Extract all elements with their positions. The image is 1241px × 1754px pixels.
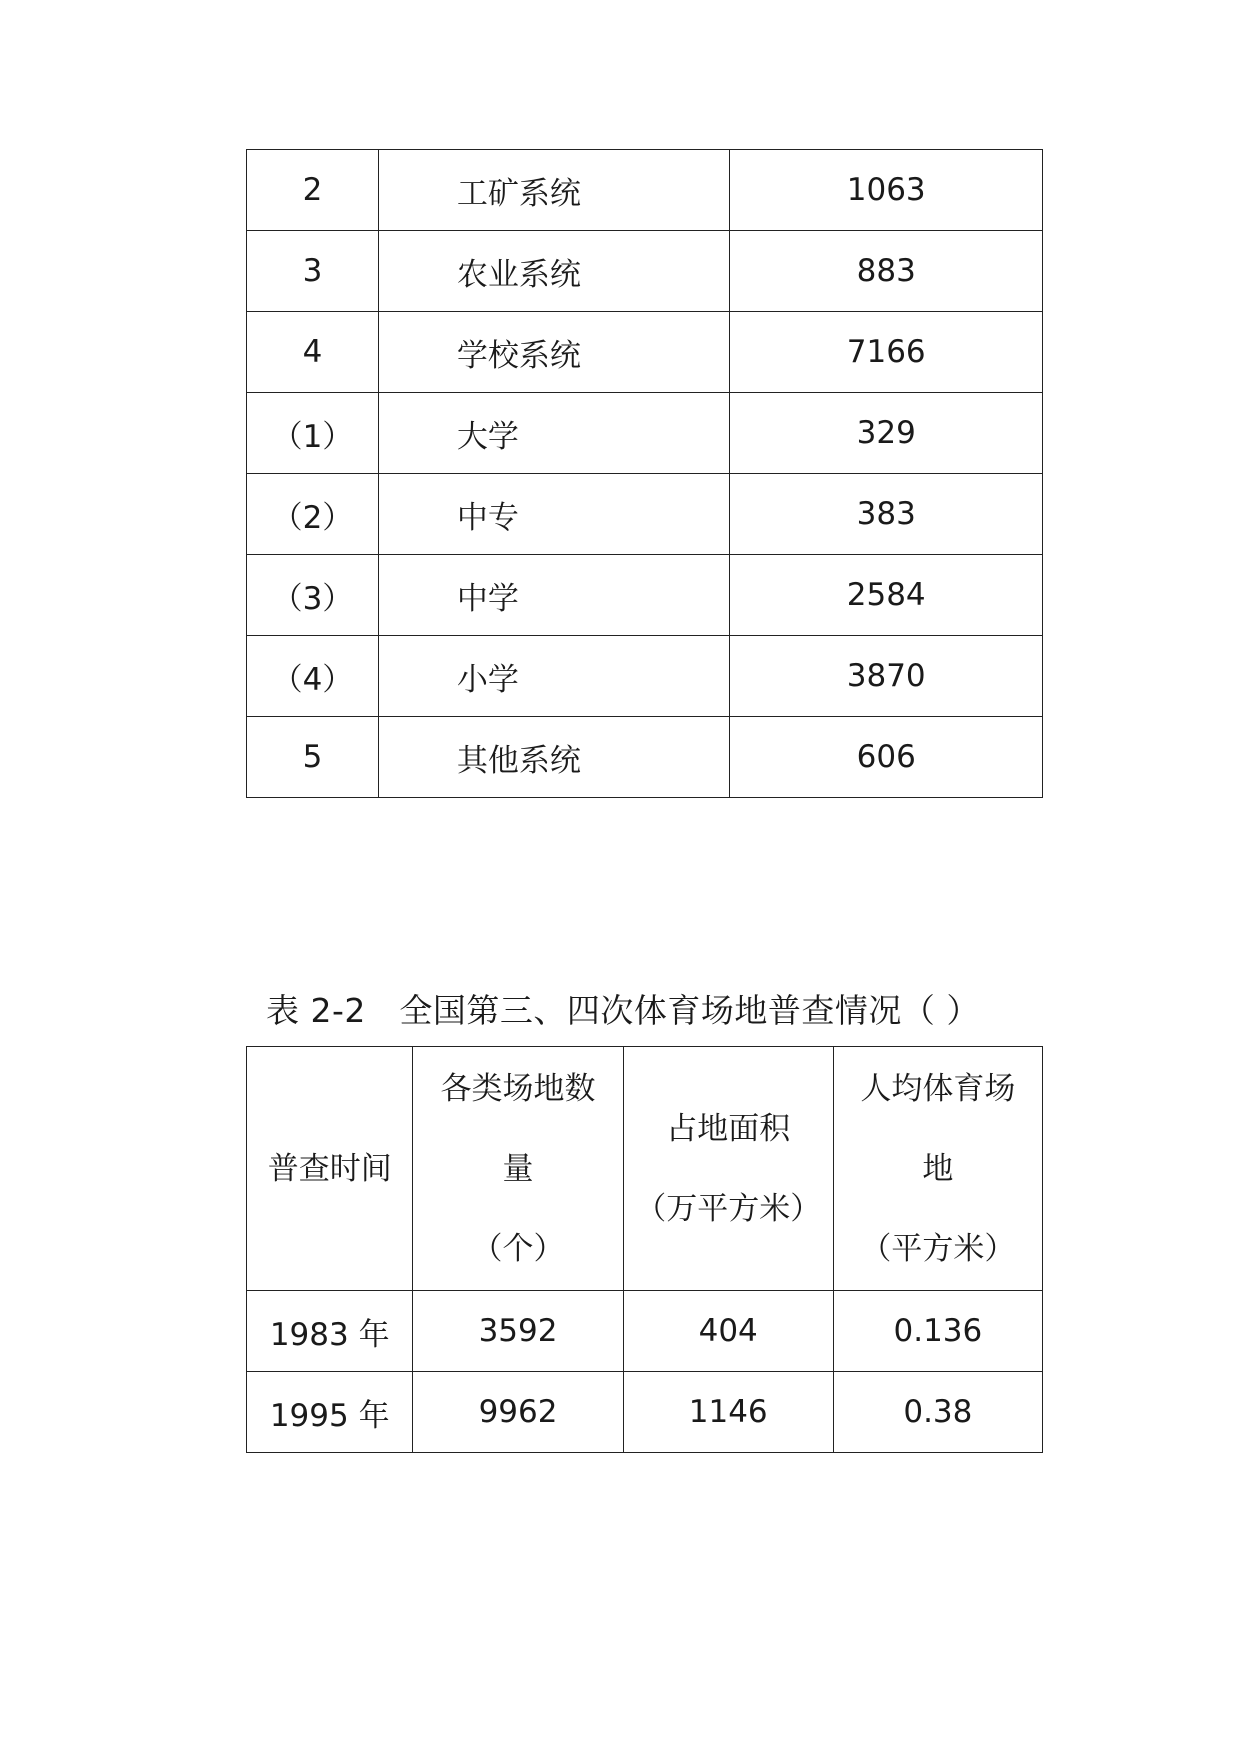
cell-count: 9962 [413, 1372, 623, 1453]
header-line: 地 [922, 1150, 954, 1187]
table-row [247, 555, 1043, 636]
row-name: 小学 [378, 636, 730, 717]
table-row [247, 474, 1043, 555]
sports-venue-census-table [246, 1046, 1043, 1453]
row-value: 883 [730, 231, 1043, 312]
row-index: 4 [247, 312, 379, 393]
header-per-capita-area [833, 1047, 1042, 1291]
row-name: 农业系统 [378, 231, 730, 312]
row-name: 中专 [378, 474, 730, 555]
header-line: 各类场地数 [440, 1070, 596, 1107]
table-row [247, 312, 1043, 393]
row-index: 3 [247, 231, 379, 312]
row-value: 7166 [730, 312, 1043, 393]
header-land-area [623, 1047, 833, 1291]
table-row [247, 717, 1043, 798]
table-row [247, 636, 1043, 717]
row-value: 1063 [730, 150, 1043, 231]
row-index: 2 [247, 150, 379, 231]
row-index: （1） [247, 393, 379, 474]
table-row [247, 231, 1043, 312]
header-row [247, 1047, 1043, 1291]
cell-time: 1995 年 [247, 1372, 413, 1453]
cell-per-capita: 0.38 [833, 1372, 1042, 1453]
header-line: 人均体育场 [860, 1070, 1016, 1107]
header-line: 普查时间 [267, 1150, 392, 1187]
row-name: 中学 [378, 555, 730, 636]
table-row [247, 150, 1043, 231]
header-venue-count [413, 1047, 623, 1291]
row-name: 大学 [378, 393, 730, 474]
header-line: （个） [471, 1230, 565, 1267]
row-index: 5 [247, 717, 379, 798]
header-census-time [247, 1047, 413, 1291]
row-index: （3） [247, 555, 379, 636]
table-row [247, 393, 1043, 474]
table-caption: 表 2-2 全国第三、四次体育场地普查情况（ ） [266, 991, 980, 1030]
header-line: （平方米） [860, 1230, 1016, 1267]
row-value: 606 [730, 717, 1043, 798]
row-name: 工矿系统 [378, 150, 730, 231]
row-name: 其他系统 [378, 717, 730, 798]
sports-venue-by-system-table [246, 149, 1043, 798]
cell-area: 404 [623, 1291, 833, 1372]
row-index: （2） [247, 474, 379, 555]
row-value: 2584 [730, 555, 1043, 636]
table-row [247, 1372, 1043, 1453]
row-value: 383 [730, 474, 1043, 555]
cell-time: 1983 年 [247, 1291, 413, 1372]
row-name: 学校系统 [378, 312, 730, 393]
header-line: 占地面积 [666, 1110, 791, 1147]
cell-area: 1146 [623, 1372, 833, 1453]
row-index: （4） [247, 636, 379, 717]
header-line: （万平方米） [635, 1190, 822, 1227]
cell-count: 3592 [413, 1291, 623, 1372]
cell-per-capita: 0.136 [833, 1291, 1042, 1372]
table-row [247, 1291, 1043, 1372]
row-value: 329 [730, 393, 1043, 474]
row-value: 3870 [730, 636, 1043, 717]
header-line: 量 [502, 1150, 534, 1187]
